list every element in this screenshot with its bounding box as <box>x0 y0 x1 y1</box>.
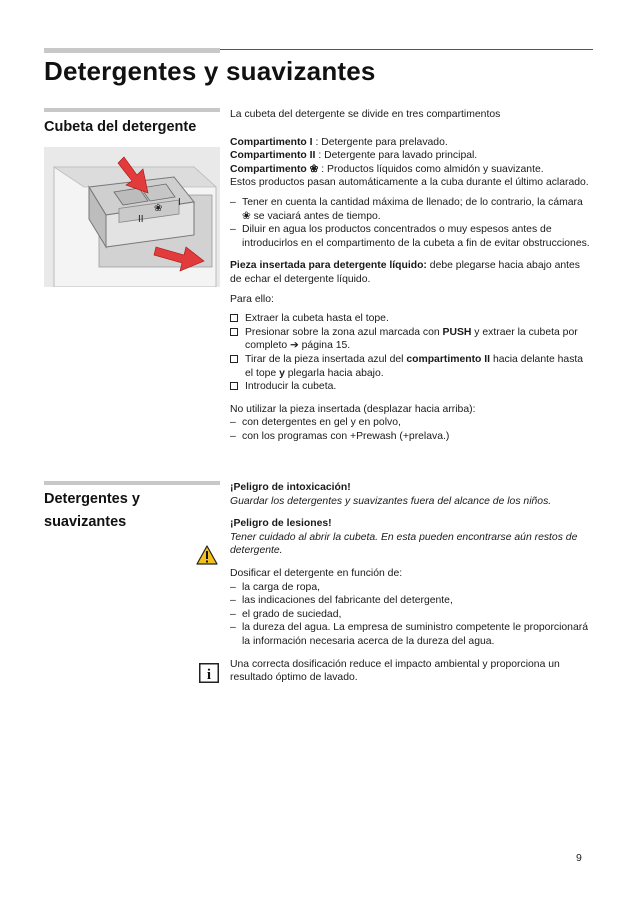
compartments-note: Estos productos pasan automáticamente a la cuba durante el último aclarado. <box>230 177 589 189</box>
warning-text-lesiones: Tener cuidado al abrir la cubeta. En esta pueden encontrarse aún restos de detergente. <box>230 531 578 557</box>
detergent-drawer-illustration <box>44 147 220 287</box>
cubeta-intro: La cubeta del detergente se divide en tres compartimentos <box>230 109 501 120</box>
svg-text:i: i <box>206 667 212 683</box>
title-rule-gray <box>44 48 220 53</box>
compartment-2-symbol: ❀ <box>154 203 163 214</box>
no-use-item-1: – con detergentes en gel y en polvo, <box>230 417 401 429</box>
warning-text-intox: Guardar los detergentes y suavizantes fuera del alcance de los niños. <box>230 495 552 507</box>
compartment-row-1: Compartimento I : Detergente para prelavado. <box>230 136 448 148</box>
warning-title-intox: ¡Peligro de intoxicación! <box>230 482 351 493</box>
section-rule <box>44 108 220 112</box>
step-2: Presionar sobre la zona azul marcada con PUSH y extraer la cubeta por completo ➔ página 15. <box>230 326 590 353</box>
section-heading-cubeta: Cubeta del detergente <box>44 119 197 135</box>
step-4: Introducir la cubeta. <box>230 380 590 394</box>
info-text: Una correcta dosificación reduce el impacto ambiental y proporciona un resultado óptimo de lavado. <box>230 658 560 684</box>
title-rule-line <box>220 49 593 50</box>
figure-label-two: II <box>138 214 144 225</box>
step-3: Tirar de la pieza insertada azul del compartimento II hacia delante hasta el tope y plegarla hacia abajo. <box>230 353 590 380</box>
dose-item-3: – el grado de suciedad, <box>230 608 342 620</box>
info-icon <box>199 663 219 683</box>
compartment-row-3: Compartimento ❀ : Productos líquidos como almidón y suavizante. <box>230 163 544 175</box>
dose-item-4: – la dureza del agua. La empresa de suministro competente le proporcionará la información necesaria acerca de la dureza del agua. <box>230 622 588 647</box>
warning-title-lesiones: ¡Peligro de lesiones! <box>230 518 332 530</box>
checkbox-icon <box>230 382 238 390</box>
page-number: 9 <box>576 852 582 864</box>
compartment-row-2: Compartimento II : Detergente para lavado principal. <box>230 150 478 162</box>
insert-paragraph: Pieza insertada para detergente líquido: debe plegarse hacia abajo antes de echar el detergente líquido. <box>230 260 580 285</box>
dose-intro: Dosificar el detergente en función de: <box>230 567 403 579</box>
no-use-item-2: – con los programas con +Prewash (+prelava.) <box>230 430 450 442</box>
page-title: Detergentes y suavizantes <box>44 56 376 86</box>
no-use-intro: No utilizar la pieza insertada (desplazar hacia arriba): <box>230 403 476 415</box>
checkbox-icon <box>230 328 238 336</box>
step-1: Extraer la cubeta hasta el tope. <box>230 312 590 326</box>
dose-item-2: – las indicaciones del fabricante del detergente, <box>230 595 453 607</box>
para-ello: Para ello: <box>230 293 274 305</box>
dose-item-1: – la carga de ropa, <box>230 581 320 593</box>
section-heading-detergentes: Detergentes y suavizantes <box>44 491 140 530</box>
figure-label-one: I <box>178 197 181 208</box>
cubeta-text <box>230 108 590 443</box>
detergentes-text <box>230 481 590 685</box>
warning-triangle-icon <box>196 545 218 565</box>
dash-item-2: – Diluir en agua los productos concentrados o muy espesos antes de introducirlos en el compartimento de la cubeta a fin de evitar obstrucciones. <box>230 224 590 249</box>
dash-item-1: – Tener en cuenta la cantidad máxima de llenado; de lo contrario, la cámara ❀ se vaciará antes de tiempo. <box>230 196 583 222</box>
checkbox-icon <box>230 314 238 322</box>
section-rule <box>44 481 220 485</box>
checkbox-icon <box>230 355 238 363</box>
